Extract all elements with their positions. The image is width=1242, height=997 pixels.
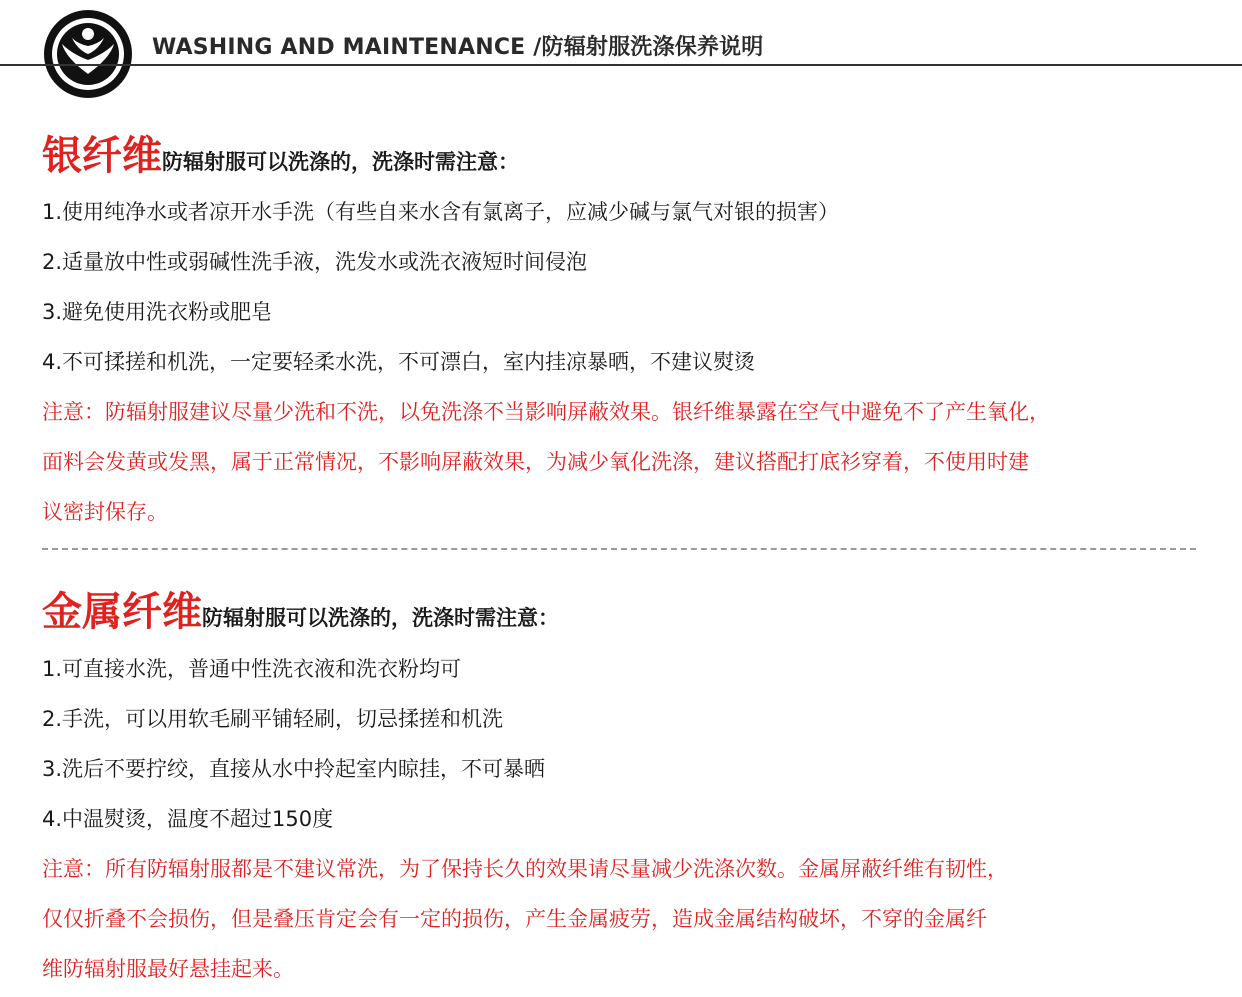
- metal-item-4: 4.中温熨烫，温度不超过150度: [42, 807, 334, 831]
- metal-heading-title: 金属纤维: [42, 588, 202, 635]
- silver-item-1: 1.使用纯净水或者凉开水手洗（有些自来水含有氯离子，应减少碱与氯气对银的损害）: [42, 200, 840, 224]
- silver-note-line-1: 注意：防辐射服建议尽量少洗和不洗，以免洗涤不当影响屏蔽效果。银纤维暴露在空气中避免不了产生氧化，: [42, 400, 1050, 424]
- metal-note-line-2: 仅仅折叠不会损伤，但是叠压肯定会有一定的损伤，产生金属疲劳，造成金属结构破坏，不穿的金属纤: [42, 907, 987, 931]
- silver-heading-subtitle: 防辐射服可以洗涤的，洗涤时需注意：: [162, 150, 519, 174]
- section-divider: [42, 548, 1196, 550]
- metal-note-line-1: 注意：所有防辐射服都是不建议常洗，为了保持长久的效果请尽量减少洗涤次数。金属屏蔽纤维有韧性，: [42, 857, 1008, 881]
- circle-hands-logo-icon: [42, 8, 134, 100]
- silver-note-line-2: 面料会发黄或发黑，属于正常情况，不影响屏蔽效果，为减少氧化洗涤，建议搭配打底衫穿着，不使用时建: [42, 450, 1029, 474]
- metal-heading-subtitle: 防辐射服可以洗涤的，洗涤时需注意：: [202, 606, 559, 630]
- metal-item-2: 2.手洗，可以用软毛刷平铺轻刷，切忌揉搓和机洗: [42, 707, 504, 731]
- page-header: [0, 0, 1242, 110]
- metal-item-1: 1.可直接水洗，普通中性洗衣液和洗衣粉均可: [42, 657, 462, 681]
- metal-note-line-3: 维防辐射服最好悬挂起来。: [42, 957, 294, 981]
- header-title: WASHING AND MAINTENANCE /防辐射服洗涤保养说明: [152, 35, 764, 60]
- metal-section-heading: [42, 580, 559, 637]
- header-divider: [0, 64, 1242, 66]
- silver-item-3: 3.避免使用洗衣粉或肥皂: [42, 300, 273, 324]
- silver-heading-title: 银纤维: [42, 132, 162, 179]
- silver-item-4: 4.不可揉搓和机洗，一定要轻柔水洗，不可漂白，室内挂凉暴晒，不建议熨烫: [42, 350, 756, 374]
- silver-item-2: 2.适量放中性或弱碱性洗手液，洗发水或洗衣液短时间侵泡: [42, 250, 588, 274]
- metal-item-3: 3.洗后不要拧绞，直接从水中拎起室内晾挂，不可暴晒: [42, 757, 546, 781]
- silver-note-line-3: 议密封保存。: [42, 500, 168, 524]
- silver-section-heading: [42, 124, 519, 181]
